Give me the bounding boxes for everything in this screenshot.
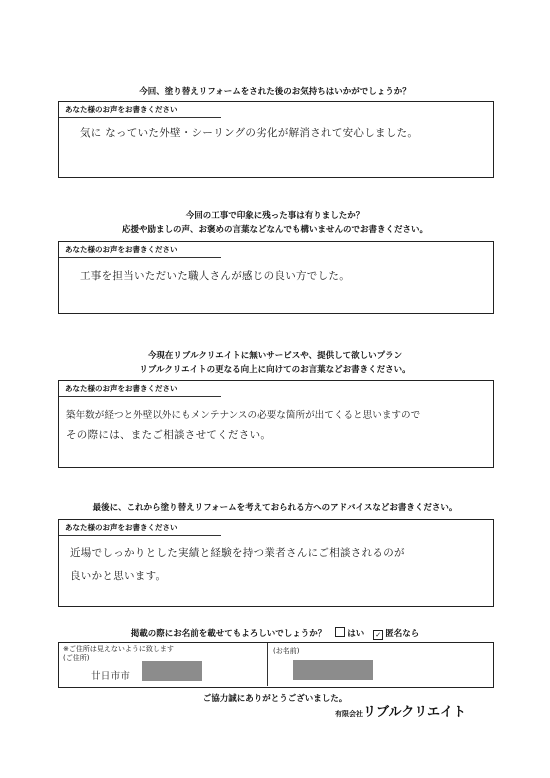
option-anonymous-label: 匿名なら	[385, 629, 420, 639]
question-1: 今回、塗り替えリフォームをされた後のお気持ちはいかがでしょうか？	[139, 87, 411, 97]
address-section	[59, 643, 268, 686]
question-2-line-2: 応援や励ましの声、お褒めの言葉などなんでも構いませんのでお書きください。	[121, 225, 428, 235]
name-redaction	[293, 660, 373, 680]
question-4: 最後に、これから塗り替えリフォームを考えておられる方へのアドバイスなどお書きください。	[92, 503, 458, 513]
consent-question: 掲載の際にお名前を載せてもよろしいでしょうか？	[130, 629, 327, 639]
company-main-name: リブルクリエイト	[363, 705, 466, 720]
name-section	[267, 643, 492, 686]
name-consent-row	[0, 627, 550, 640]
answer-text-4-line-1: 近場でしっかりとした実績と経験を持つ業者さんにご相談されるのが	[70, 547, 405, 559]
checkbox-anonymous[interactable]: ✓	[373, 630, 383, 640]
answer-text-1: 気に なっていた外壁・シーリングの劣化が解消されて安心しました。	[80, 127, 419, 139]
question-3-line-1: 今現在リブルクリエイトに無いサービスや、提供して欲しいプラン	[147, 351, 403, 361]
option-yes-label: はい	[347, 629, 365, 639]
customer-info-box	[58, 642, 494, 688]
answer-box-4	[58, 519, 494, 607]
question-2-line-1: 今回の工事で印象に残った事は有りましたか？	[185, 211, 365, 221]
answer-text-3-line-2: その際には、またご相談させてください。	[66, 429, 272, 441]
address-value: 廿日市市	[91, 671, 131, 682]
company-name	[335, 701, 466, 720]
company-prefix: 有限会社	[335, 710, 363, 718]
address-label: (ご住所)	[63, 654, 90, 662]
name-label: (お名前)	[273, 647, 300, 655]
answer-label: あなた様のお声をお書きください	[59, 102, 221, 118]
thanks-message: ご協力誠にありがとうございました。	[202, 694, 348, 704]
address-redaction	[142, 661, 202, 681]
address-note: ※ご住所は見えないように致します	[63, 645, 174, 653]
answer-box-3	[58, 380, 494, 468]
answer-text-4-line-2: 良いかと思います。	[70, 570, 167, 582]
answer-label: あなた様のお声をお書きください	[59, 242, 221, 258]
answer-label: あなた様のお声をお書きください	[59, 520, 221, 536]
answer-text-3-line-1: 築年数が経つと外壁以外にもメンテナンスの必要な箇所が出てくると思いますので	[66, 410, 421, 421]
answer-label: あなた様のお声をお書きください	[59, 381, 221, 397]
answer-text-2: 工事を担当いただいた職人さんが感じの良い方でした。	[80, 270, 350, 282]
question-3-line-2: リブルクリエイトの更なる向上に向けてのお言葉などお書きください。	[139, 365, 411, 375]
checkbox-yes[interactable]	[335, 627, 345, 637]
